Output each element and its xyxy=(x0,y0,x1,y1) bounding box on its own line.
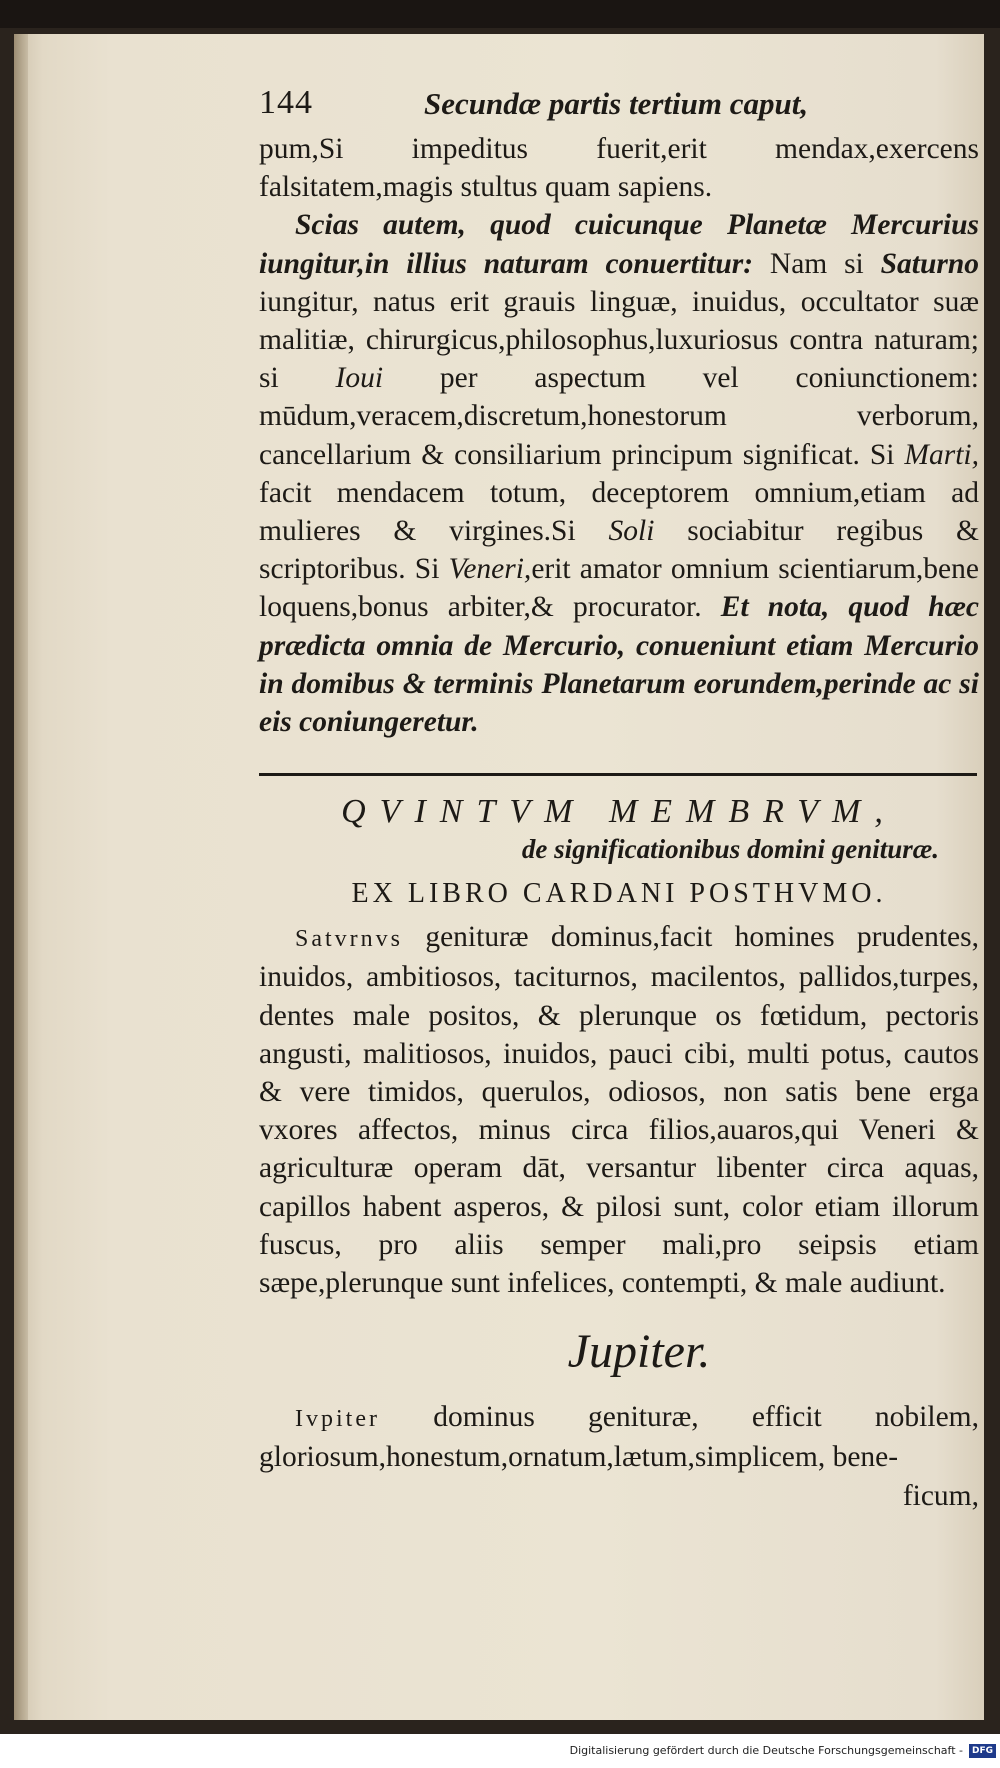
jupiter-lead-word: Ivpiter xyxy=(295,1406,380,1433)
section-heading: QVINTVM MEMBRVM, xyxy=(341,793,897,831)
page-content xyxy=(259,84,979,1515)
section-subheading: de significationibus domini genituræ. xyxy=(521,834,939,865)
paragraph-jupiter xyxy=(259,1398,979,1476)
catchword: ficum, xyxy=(902,1479,979,1512)
text-run: facit mendacem totum, deceptorem omnium,etiam ad mulieres & virgines.Si xyxy=(259,476,979,548)
text-run: per aspectum vel coniunctionem: mūdum,veracem,discretum,honestorum verborum, cancellarium & consiliarium principum significat. Si xyxy=(259,362,979,471)
planet-name-ioui: Ioui xyxy=(335,362,384,395)
paragraph-text: pum,Si impeditus fuerit,erit mendax,exercens falsitatem,magis stultus quam sapiens. xyxy=(259,133,979,204)
footer-credit-text: Digitalisierung gefördert durch die Deutsche Forschungsgemeinschaft - xyxy=(569,1744,963,1757)
section-divider-rule xyxy=(259,773,977,776)
source-line: EX LIBRO CARDANI POSTHVMO. xyxy=(351,878,887,910)
scan-top-edge xyxy=(0,0,1000,30)
saturn-lead-word: Satvrnvs xyxy=(295,926,403,953)
running-header xyxy=(259,84,979,130)
planet-name-soli: Soli xyxy=(608,515,655,548)
digitization-footer xyxy=(0,1734,1000,1768)
text-run: iungitur, natus erit grauis linguæ, inuidus, occultator suæ malitiæ, chirurgicus,philosophus,luxuriosus contra naturam; si xyxy=(259,285,979,395)
text-run: Nam si xyxy=(753,247,881,280)
planet-name-saturno: Saturno xyxy=(880,247,979,280)
running-title: Secundæ partis tertium caput, xyxy=(424,86,809,121)
dfg-logo: DFG xyxy=(969,1744,996,1758)
page-spine-edge xyxy=(14,34,28,1720)
nota-italic-text: Et nota, quod hæc prædicta omnia de Mercurio, conueniunt etiam Mercurio in domibus & terminis Planetarum eorundem,perinde ac si eis coniungeretur. xyxy=(259,591,979,739)
intro-italic-text: Scias autem, quod cuicunque Planetæ Mercurius iungitur,in illius naturam conuertitur: xyxy=(259,209,979,280)
planet-name-marti: Marti, xyxy=(904,438,979,471)
scanned-page-frame xyxy=(0,28,1000,1734)
paragraph-saturn xyxy=(259,918,979,1302)
planet-name-veneri: Veneri, xyxy=(448,553,532,586)
paragraph-mercury-continued xyxy=(259,130,979,206)
paragraph-mercury-conjunctions xyxy=(259,206,979,741)
paragraph-text: genituræ dominus,facit homines prudentes, inuidos, ambitiosos, taciturnos, macilentos, pallidos,turpes, dentes male positos, & plerunque os fœtidum, pectoris angusti, malitiosos, inuidos, pauci cibi, multi potus, cautos & vere timidos, querulos, odiosos, non satis bene erga vxores affectos, minus circa filios,auaros,qui Veneri & agriculturæ operam dāt, versantur libenter circa aquas, capillos habent asperos, & pilosi sunt, color etiam illorum fuscus, pro aliis semper mali,pro seipsis etiam sæpe,plerunque sunt infelices, contempti, & male audiunt. xyxy=(259,921,979,1300)
paragraph-text: dominus genituræ, efficit nobilem, gloriosum,honestum,ornatum,lætum,simplicem, bene- xyxy=(259,1401,979,1474)
book-page xyxy=(14,34,984,1720)
jupiter-heading: Jupiter. xyxy=(567,1325,711,1379)
page-number: 144 xyxy=(259,84,313,121)
text-run: sociabitur regibus & scriptoribus. Si xyxy=(259,515,980,586)
text-run: erit amator omnium scientiarum,bene loquens,bonus arbiter,& procurator. xyxy=(259,553,979,624)
